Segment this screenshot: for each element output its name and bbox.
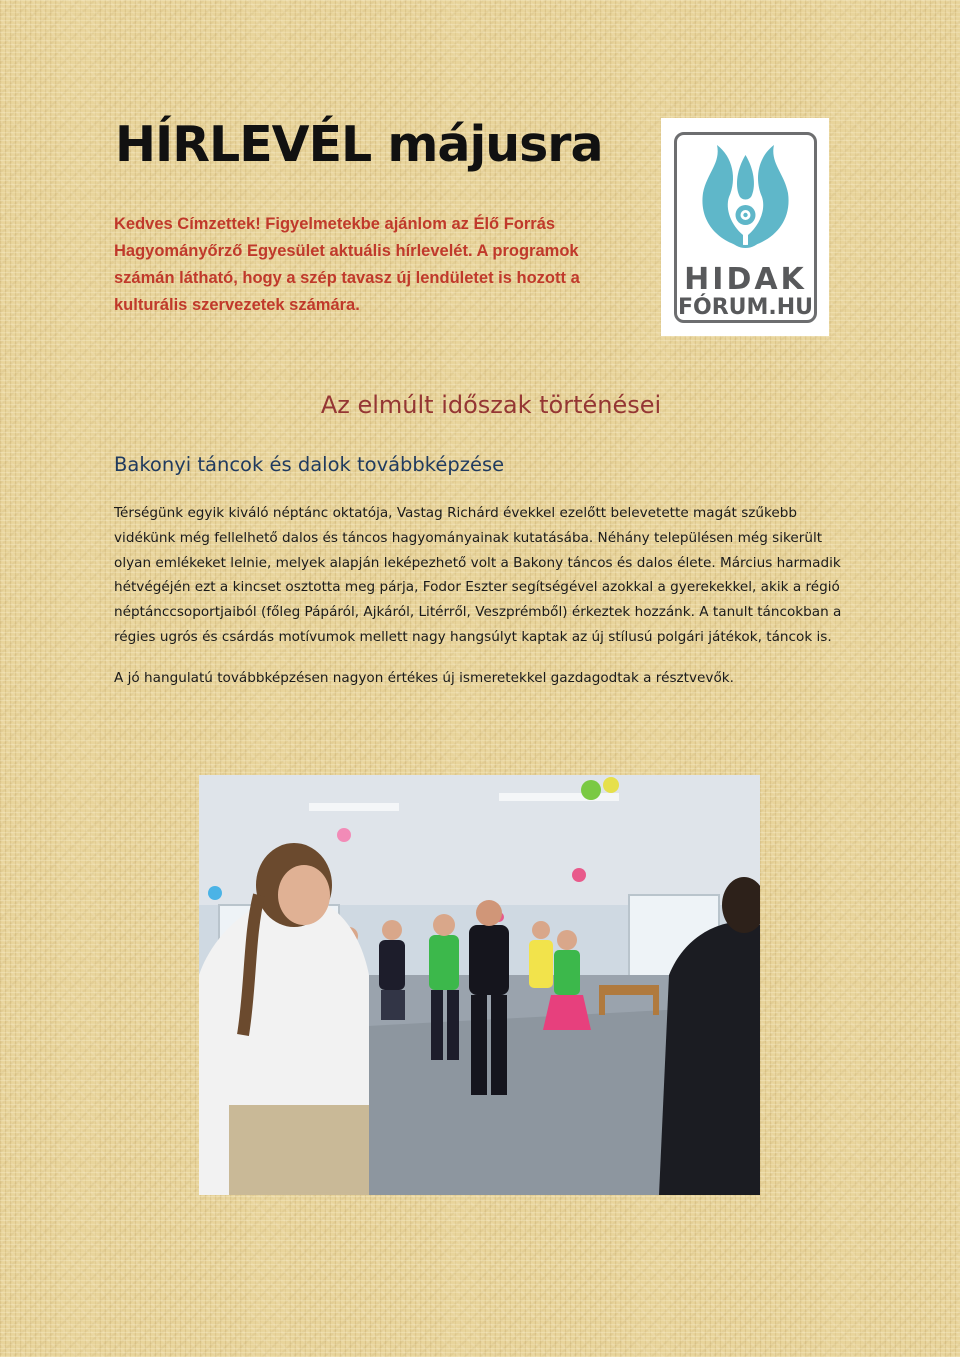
article-body: [114, 501, 854, 691]
article-paragraph-2: A jó hangulatú továbbképzésen nagyon értékes új ismeretekkel gazdagodtak a résztvevők.: [114, 669, 734, 686]
article-paragraph-1: Térségünk egyik kiváló néptánc oktatója, Vastag Richárd évekkel ezelőtt belevetette magát szűkebb vidékünk még fellelhető dalos és táncos hagyományainak kutatásába. Néhány településen még sikerült olyan emlékeket lelnie, melyek alapján leképezhető volt a Bakony táncos és dalos élete. Március harmadik hétvégéjén ezt a kincset osztotta meg párja, Fodor Eszter segítségével azokkal a gyerekekkel, akik a régió néptánccsoportjaiból (főleg Pápáról, Ajkáról, Litérről, Veszprémből) érkeztek hozzánk. A tanult táncokban a régies ugrós és csárdás motívumok mellett nagy hangsúlyt kaptak az új stílusú polgári játékok, táncok is.: [114, 505, 842, 645]
newsletter-title: HÍRLEVÉL májusra: [115, 116, 603, 173]
dance-hall-illustration: [199, 775, 760, 1195]
logo-frame: [674, 132, 817, 323]
article-title: Bakonyi táncok és dalok továbbképzése: [114, 453, 505, 476]
hidak-forum-logo: [661, 118, 829, 336]
logo-text-hidak: HIDAK: [684, 262, 807, 297]
dance-workshop-photo: [199, 775, 760, 1195]
intro-text: Kedves Címzettek! Figyelmetekbe ajánlom az Élő Forrás Hagyományőrző Egyesület aktuális hírlevelét. A programok számán látható, hogy a szép tavasz új lendületet is hozott a kulturális szervezetek számára.: [114, 215, 580, 314]
section-heading: Az elmúlt időszak történései: [320, 391, 662, 419]
logo-text-forum: FÓRUM.HU: [677, 295, 814, 320]
